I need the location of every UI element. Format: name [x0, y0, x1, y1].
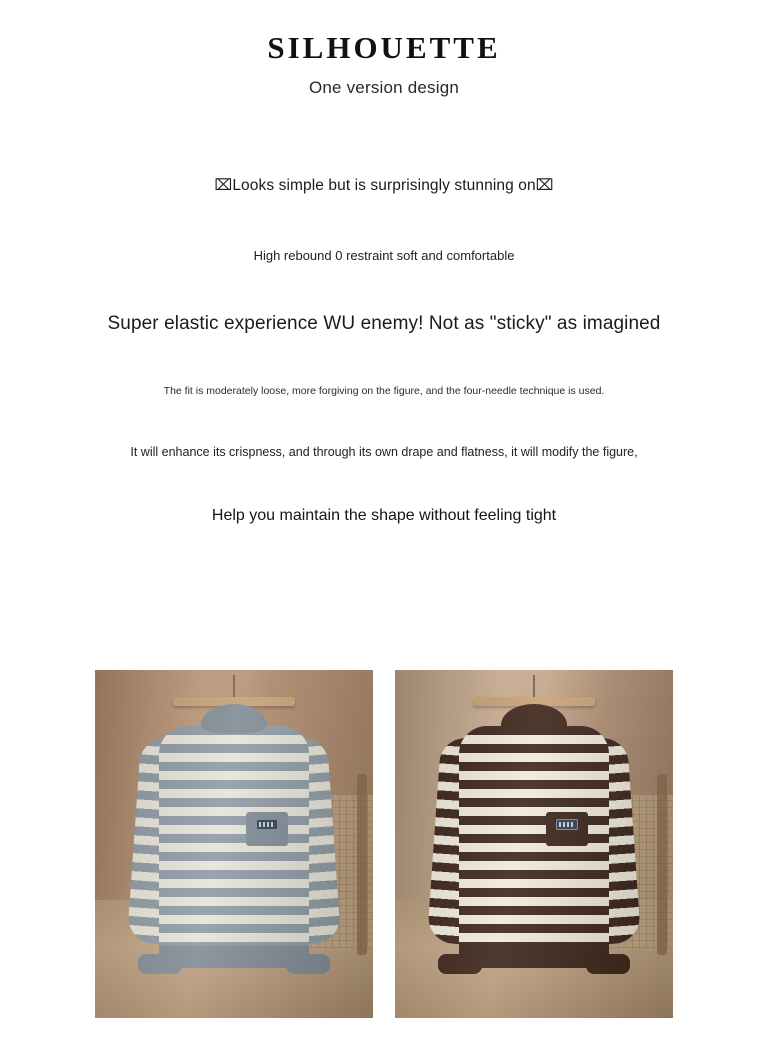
- sweater-body: [159, 726, 309, 968]
- sweater-grey: [136, 704, 332, 1004]
- sweater-brown: [436, 704, 632, 1004]
- marketing-copy: [0, 176, 768, 525]
- sweater-body: [459, 726, 609, 968]
- hanger-hook-icon: [233, 675, 235, 699]
- cuff-right: [586, 954, 630, 974]
- chest-pocket: [546, 812, 588, 846]
- product-photo-brown: [395, 670, 673, 1018]
- product-photo-grey: [95, 670, 373, 1018]
- mock-neck-collar: [501, 704, 567, 734]
- chair-post: [657, 774, 667, 955]
- cuff-left: [438, 954, 482, 974]
- copy-line-1: ⌧Looks simple but is surprisingly stunning on⌧: [214, 177, 554, 195]
- brand-title: SILHOUETTE: [267, 30, 501, 65]
- product-description-page: [0, 31, 768, 1055]
- mock-neck-collar: [201, 704, 267, 734]
- copy-line-2: High rebound 0 restraint soft and comfortable: [253, 248, 515, 264]
- brand-subtitle: One version design: [308, 78, 460, 98]
- product-image-gallery: [0, 670, 768, 1018]
- cuff-right: [286, 954, 330, 974]
- chest-pocket: [246, 812, 288, 846]
- hanger-hook-icon: [533, 675, 535, 699]
- brand-patch-icon: [256, 819, 278, 830]
- cuff-left: [138, 954, 182, 974]
- copy-line-3: Super elastic experience WU enemy! Not as "sticky" as imagined: [107, 313, 661, 335]
- copy-line-5: It will enhance its crispness, and through its own drape and flatness, it will modify the figure,: [130, 445, 638, 460]
- copy-line-6: Help you maintain the shape without feeling tight: [211, 507, 557, 525]
- chair-post: [357, 774, 367, 955]
- brand-patch-icon: [556, 819, 578, 830]
- copy-line-4: The fit is moderately loose, more forgiving on the figure, and the four-needle technique is used.: [163, 385, 605, 398]
